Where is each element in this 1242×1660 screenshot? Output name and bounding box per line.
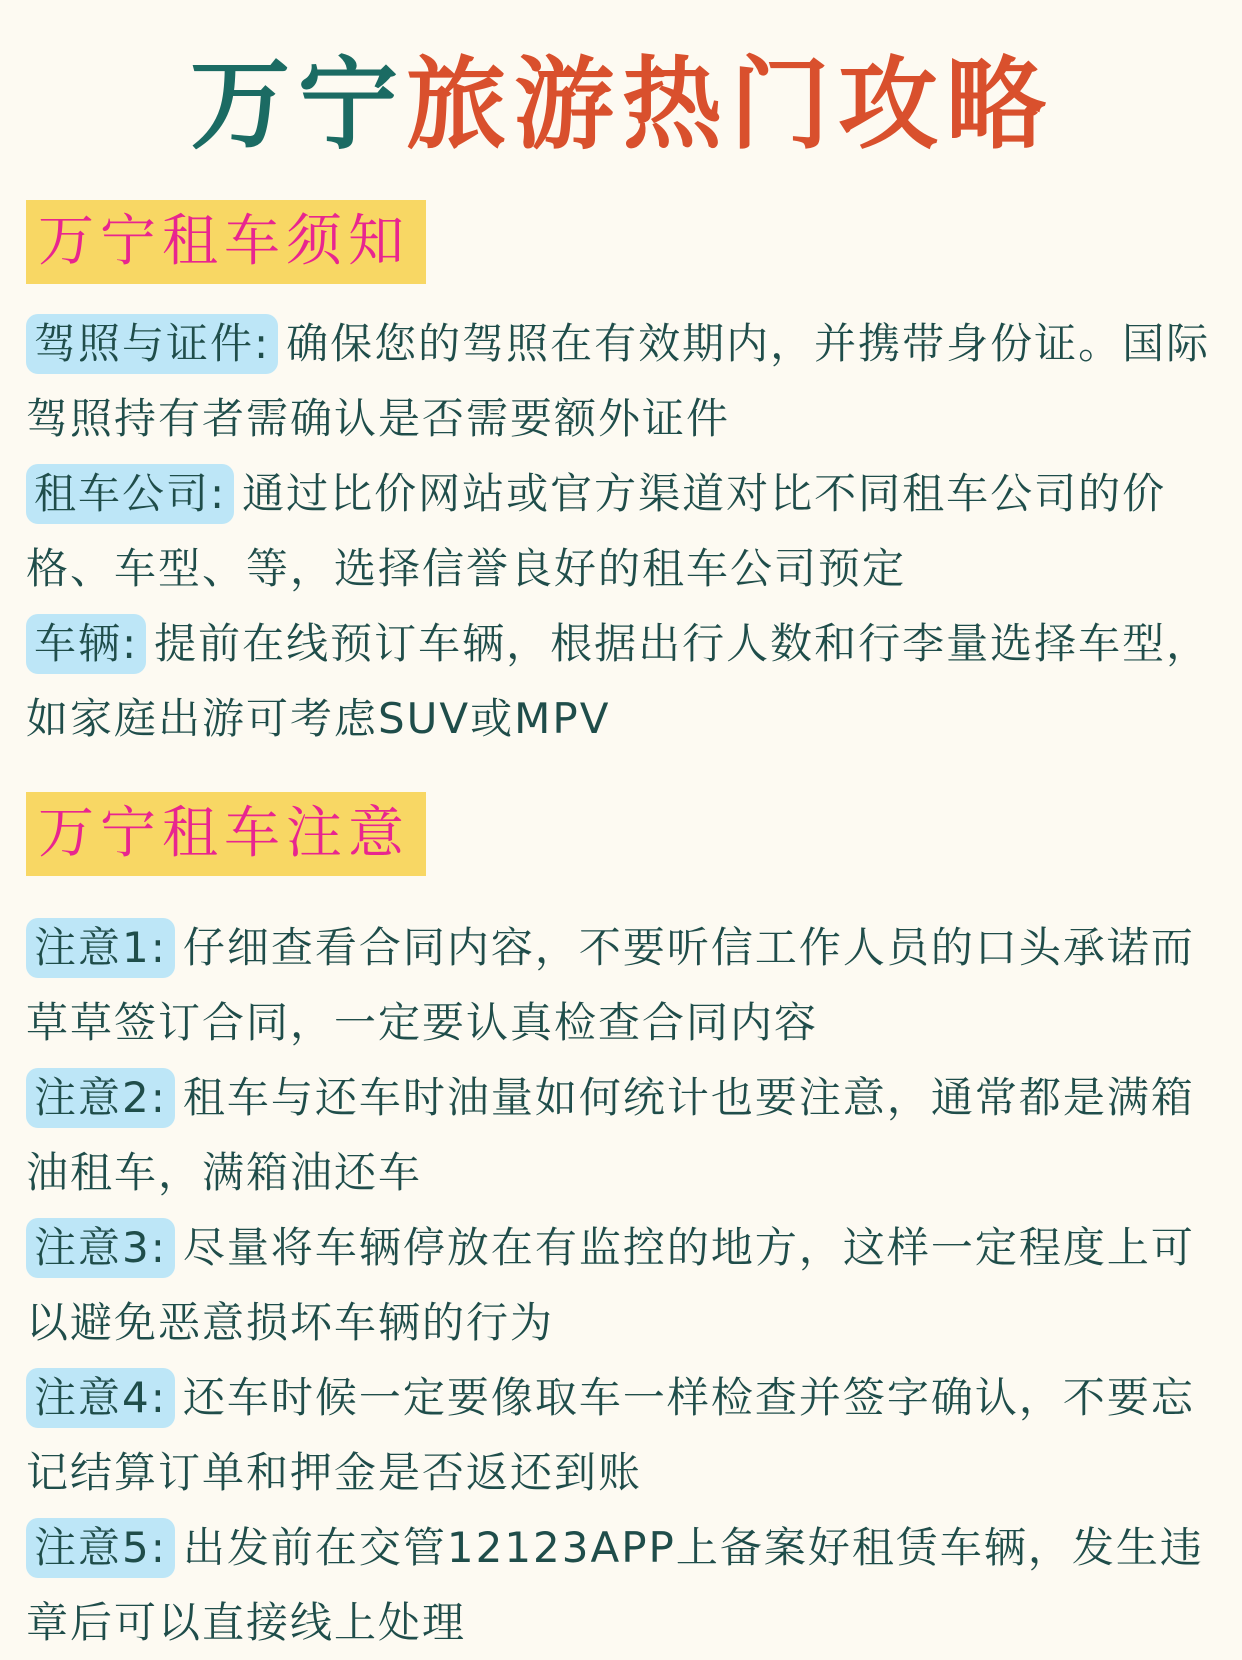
item-label: 租车公司: — [26, 464, 234, 524]
item-label: 驾照与证件: — [26, 314, 278, 374]
item-text: 还车时候一定要像取车一样检查并签字确认，不要忘记结算订单和押金是否返还到账 — [26, 1373, 1195, 1497]
list-item — [26, 1360, 1218, 1510]
item-text: 确保您的驾照在有效期内，并携带身份证。国际驾照持有者需确认是否需要额外证件 — [26, 319, 1211, 443]
item-text: 出发前在交管12123APP上备案好租赁车辆，发生违章后可以直接线上处理 — [26, 1523, 1204, 1647]
item-label: 注意3: — [26, 1218, 175, 1278]
list-item — [26, 910, 1218, 1060]
item-text: 租车与还车时油量如何统计也要注意，通常都是满箱油租车，满箱油还车 — [26, 1073, 1195, 1197]
title-part-topic: 旅游热门攻略 — [406, 46, 1054, 163]
page-title — [26, 30, 1218, 180]
item-text: 仔细查看合同内容，不要听信工作人员的口头承诺而草草签订合同，一定要认真检查合同内容 — [26, 923, 1195, 1047]
list-item — [26, 1510, 1218, 1660]
list-item — [26, 1210, 1218, 1360]
item-text: 提前在线预订车辆，根据出行人数和行李量选择车型，如家庭出游可考虑SUV或MPV — [26, 619, 1211, 743]
list-item — [26, 456, 1218, 606]
item-label: 注意5: — [26, 1518, 175, 1578]
rental-notice-list — [26, 306, 1218, 756]
section-header-rental-cautions: 万宁租车注意 — [26, 792, 426, 876]
rental-cautions-list — [26, 910, 1218, 1660]
section-header-rental-notice: 万宁租车须知 — [26, 200, 426, 284]
list-item — [26, 306, 1218, 456]
item-label: 注意1: — [26, 918, 175, 978]
item-label: 注意2: — [26, 1068, 175, 1128]
list-item — [26, 1060, 1218, 1210]
title-part-place: 万宁 — [190, 46, 406, 163]
item-text: 通过比价网站或官方渠道对比不同租车公司的价格、车型、等，选择信誉良好的租车公司预定 — [26, 469, 1167, 593]
item-text: 尽量将车辆停放在有监控的地方，这样一定程度上可以避免恶意损坏车辆的行为 — [26, 1223, 1195, 1347]
item-label: 注意4: — [26, 1368, 175, 1428]
list-item — [26, 606, 1218, 756]
item-label: 车辆: — [26, 614, 146, 674]
